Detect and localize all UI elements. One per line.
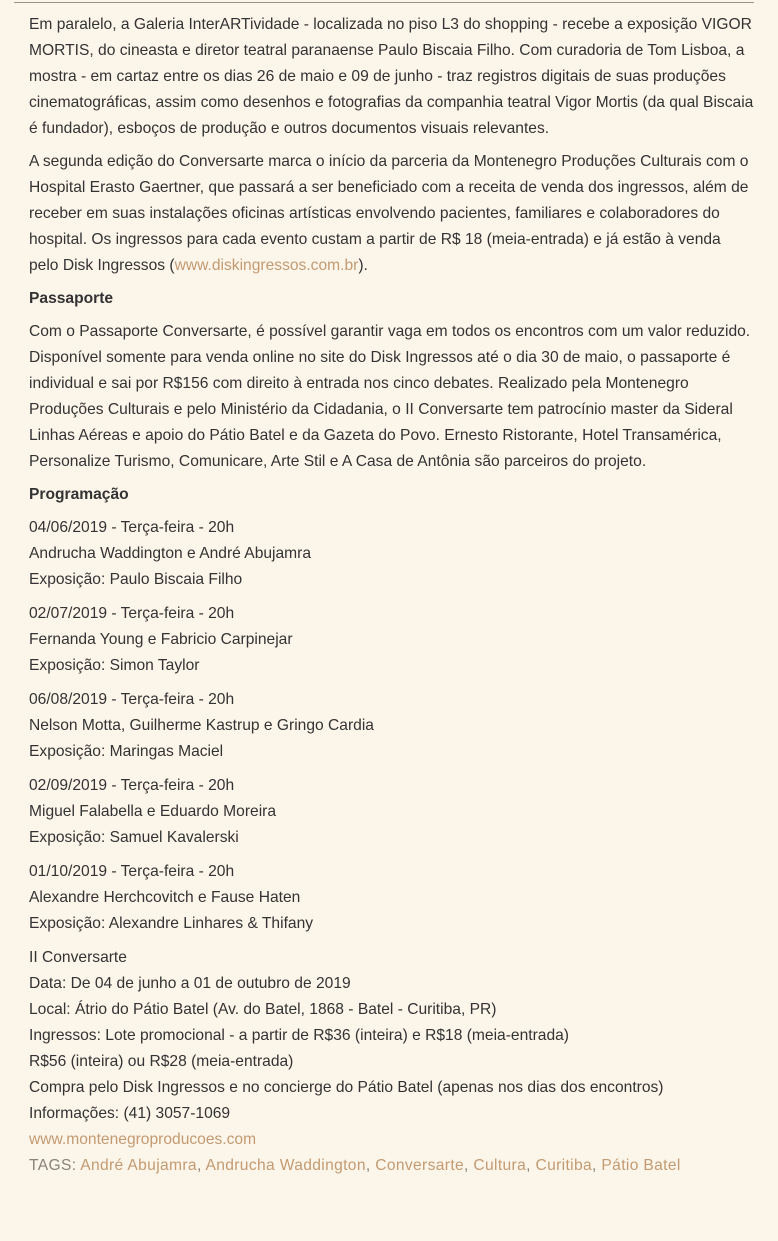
tag-separator: , bbox=[196, 1157, 202, 1174]
info-precos: R$56 (inteira) ou R$28 (meia-entrada) bbox=[29, 1053, 294, 1070]
programacao-item bbox=[29, 687, 754, 765]
programacao-item bbox=[29, 859, 754, 937]
event-exposicao: Exposição: Paulo Biscaia Filho bbox=[29, 571, 243, 588]
passaporte-heading: Passaporte bbox=[29, 290, 114, 307]
tags-row bbox=[29, 1153, 754, 1179]
tag-link[interactable]: Curitiba bbox=[535, 1157, 593, 1174]
paragraph-parceria bbox=[29, 149, 754, 279]
programacao-item bbox=[29, 773, 754, 851]
event-date: 04/06/2019 - Terça-feira - 20h bbox=[29, 519, 235, 536]
event-exposicao: Exposição: Samuel Kavalerski bbox=[29, 829, 239, 846]
event-guests: Nelson Motta, Guilherme Kastrup e Gringo Cardia bbox=[29, 717, 374, 734]
tags-label: TAGS: bbox=[29, 1157, 77, 1174]
paragraph-parceria-end: ). bbox=[358, 257, 368, 274]
info-local: Local: Átrio do Pátio Batel (Av. do Batel, 1868 - Batel - Curitiba, PR) bbox=[29, 1001, 497, 1018]
tag-separator: , bbox=[592, 1157, 597, 1174]
paragraph-passaporte: Com o Passaporte Conversarte, é possível garantir vaga em todos os encontros com um valor reduzido. Disponível somente para venda online no site do Disk Ingressos até o dia 30 de maio, o passaporte é individual e sai por R$156 com direito à entrada nos cinco debates. Realizado pela Montenegro Produções Culturais e pelo Ministério da Cidadania, o II Conversarte tem patrocínio master da Sideral Linhas Aéreas e apoio do Pátio Batel e da Gazeta do Povo. Ernesto Ristorante, Hotel Transamérica, Personalize Turismo, Comunicare, Arte Stil e A Casa de Antônia são parceiros do projeto. bbox=[29, 323, 751, 470]
event-guests: Andrucha Waddington e André Abujamra bbox=[29, 545, 312, 562]
info-telefone: Informações: (41) 3057-1069 bbox=[29, 1105, 231, 1122]
tag-link[interactable]: Pátio Batel bbox=[601, 1157, 681, 1174]
tag-separator: , bbox=[526, 1157, 531, 1174]
info-data: Data: De 04 de junho a 01 de outubro de 2019 bbox=[29, 975, 351, 992]
event-exposicao: Exposição: Alexandre Linhares & Thifany bbox=[29, 915, 314, 932]
montenegro-website-link[interactable]: www.montenegroproducoes.com bbox=[29, 1131, 257, 1148]
tag-link[interactable]: Andrucha Waddington bbox=[205, 1157, 366, 1174]
event-exposicao: Exposição: Maringas Maciel bbox=[29, 743, 224, 760]
programacao-heading: Programação bbox=[29, 486, 129, 503]
tag-link[interactable]: Conversarte bbox=[375, 1157, 465, 1174]
event-date: 06/08/2019 - Terça-feira - 20h bbox=[29, 691, 235, 708]
event-date: 01/10/2019 - Terça-feira - 20h bbox=[29, 863, 235, 880]
event-date: 02/07/2019 - Terça-feira - 20h bbox=[29, 605, 235, 622]
event-guests: Fernanda Young e Fabricio Carpinejar bbox=[29, 631, 293, 648]
diskingressos-link[interactable]: www.diskingressos.com.br bbox=[174, 257, 359, 274]
event-guests: Alexandre Herchcovitch e Fause Haten bbox=[29, 889, 301, 906]
info-compra: Compra pelo Disk Ingressos e no concierge do Pátio Batel (apenas nos dias dos encontros) bbox=[29, 1079, 664, 1096]
top-divider bbox=[14, 2, 754, 3]
tag-separator: , bbox=[464, 1157, 469, 1174]
tag-separator: , bbox=[365, 1157, 371, 1174]
event-info bbox=[29, 945, 754, 1153]
event-exposicao: Exposição: Simon Taylor bbox=[29, 657, 200, 674]
programacao-item bbox=[29, 515, 754, 593]
info-title: II Conversarte bbox=[29, 949, 127, 966]
paragraph-parceria-text: A segunda edição do Conversarte marca o início da parceria da Montenegro Produções Culturais com o Hospital Erasto Gaertner, que passará a ser beneficiado com a receita de venda dos ingressos, além de receber em suas instalações oficinas artísticas envolvendo pacientes, familiares e colaboradores do hospital. Os ingressos para cada evento custam a partir de R$ 18 (meia-entrada) e já estão à venda pelo Disk Ingressos ( bbox=[29, 153, 749, 274]
event-guests: Miguel Falabella e Eduardo Moreira bbox=[29, 803, 277, 820]
paragraph-galeria: Em paralelo, a Galeria InterARTividade - localizada no piso L3 do shopping - recebe a exposição VIGOR MORTIS, do cineasta e diretor teatral paranaense Paulo Biscaia Filho. Com curadoria de Tom Lisboa, a mostra - em cartaz entre os dias 26 de maio e 09 de junho - traz registros digitais de suas produções cinematográficas, assim como desenhos e fotografias da companhia teatral Vigor Mortis (da qual Biscaia é fundador), esboços de produção e outros documentos visuais relevantes. bbox=[29, 16, 754, 137]
tag-link[interactable]: André Abujamra bbox=[80, 1157, 197, 1174]
programacao-item bbox=[29, 601, 754, 679]
tag-link[interactable]: Cultura bbox=[473, 1157, 527, 1174]
event-date: 02/09/2019 - Terça-feira - 20h bbox=[29, 777, 235, 794]
info-ingressos: Ingressos: Lote promocional - a partir de R$36 (inteira) e R$18 (meia-entrada) bbox=[29, 1027, 569, 1044]
